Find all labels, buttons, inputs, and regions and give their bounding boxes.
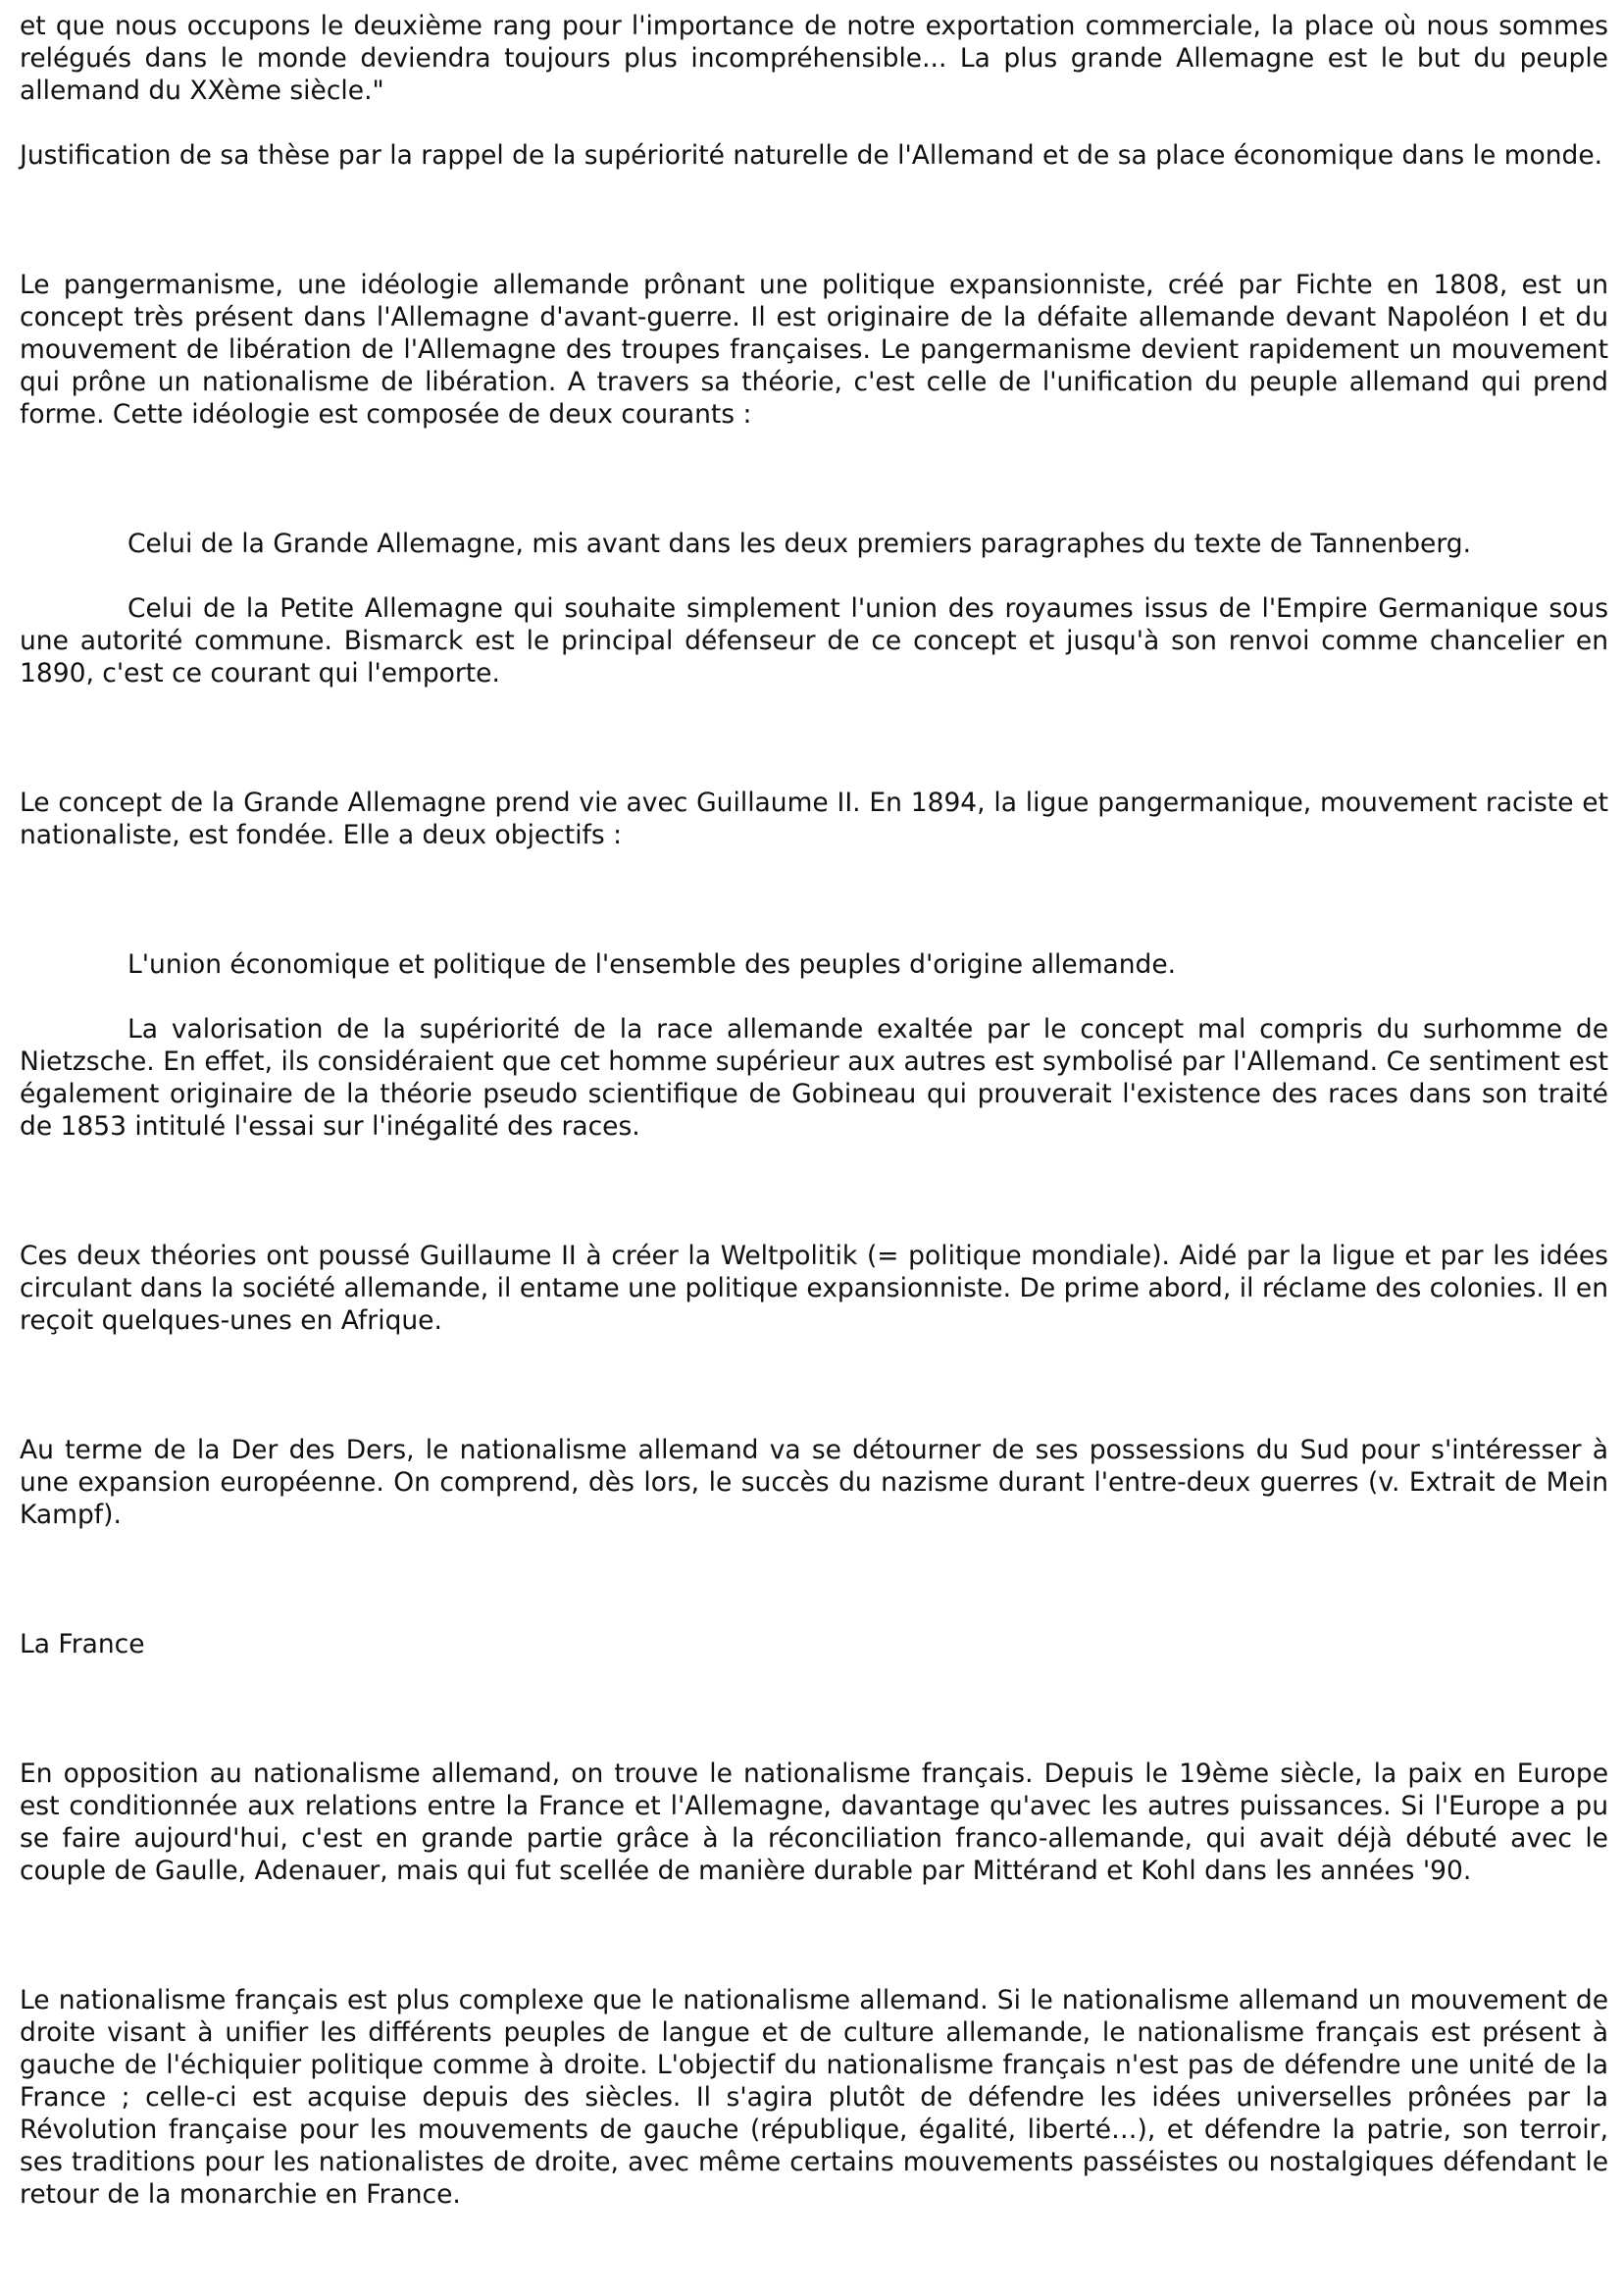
spacer bbox=[20, 172, 1608, 269]
quote-continuation-paragraph: et que nous occupons le deuxième rang pour l'importance de notre exportation commerciale, la place où nous sommes relégués dans le monde deviendra toujours plus incompréhensible... La plus grande Allemagne est le but du peuple allemand du XXème siècle." bbox=[20, 11, 1608, 106]
opposition-paragraph: En opposition au nationalisme allemand, on trouve le nationalisme français. Depuis le 19ème siècle, la paix en Europe est conditionnée aux relations entre la France et l'Allemagne, davantage qu'avec les autres puissances. Si l'Europe a pu se faire aujourd'hui, c'est en grande partie grâce à la réconciliation franco-allemande, qui avait déjà débuté avec le couple de Gaulle, Adenauer, mais qui fut scellée de manière durable par Mittérand et Kohl dans les années '90. bbox=[20, 1759, 1608, 1886]
valorisation-race-item: La valorisation de la supériorité de la race allemande exaltée par le concept mal compris du surhomme de Nietzsche. En effet, ils considéraient que cet homme supérieur aux autres est symbolisé par l'Allemand. Ce sentiment est également originaire de la théorie pseudo scientifique de Gobineau qui prouverait l'existence des races dans son traité de 1853 intitulé l'essai sur l'inégalité des races. bbox=[20, 1014, 1608, 1142]
spacer bbox=[20, 1531, 1608, 1628]
justification-paragraph: Justification de sa thèse par la rappel de la supériorité naturelle de l'Allemand et de sa place économique dans le monde. bbox=[20, 140, 1603, 171]
pangermanisme-paragraph: Le pangermanisme, une idéologie allemande prônant une politique expansionniste, créé par Fichte en 1808, est un concept très présent dans l'Allemagne d'avant-guerre. Il est originaire de la défaite allemande devant Napoléon I et du mouvement de libération de l'Allemagne des troupes françaises. Le pangermanisme devient rapidement un mouvement qui prône un nationalisme de libération. A travers sa théorie, c'est celle de l'unification du peuple allemand qui prend forme. Cette idéologie est composée de deux courants : bbox=[20, 270, 1608, 430]
weltpolitik-paragraph: Ces deux théories ont poussé Guillaume II à créer la Weltpolitik (= politique mondiale). Aidé par la ligue et par les idées circulant dans la société allemande, il entame une politique expansionniste. De prime abord, il réclame des colonies. Il en reçoit quelques-unes en Afrique. bbox=[20, 1241, 1608, 1336]
petite-allemagne-item: Celui de la Petite Allemagne qui souhaite simplement l'union des royaumes issus de l'Empire Germanique sous une autorité commune. Bismarck est le principal défenseur de ce concept et jusqu'à son renvoi comme chancelier en 1890, c'est ce courant qui l'emporte. bbox=[20, 593, 1608, 688]
spacer bbox=[20, 431, 1608, 528]
spacer bbox=[20, 689, 1608, 787]
guillaume-ii-paragraph: Le concept de la Grande Allemagne prend vie avec Guillaume II. En 1894, la ligue pangermanique, mouvement raciste et nationaliste, est fondée. Elle a deux objectifs : bbox=[20, 788, 1608, 850]
document-page bbox=[20, 10, 1608, 2211]
spacer bbox=[20, 851, 1608, 948]
spacer bbox=[20, 1337, 1608, 1434]
spacer bbox=[20, 1143, 1608, 1240]
spacer bbox=[20, 560, 1608, 592]
spacer bbox=[20, 107, 1608, 139]
section-heading-la-france: La France bbox=[20, 1629, 145, 1659]
nationalisme-francais-paragraph: Le nationalisme français est plus complexe que le nationalisme allemand. Si le nationalisme allemand un mouvement de droite visant à unifier les différents peuples de langue et de culture allemande, le nationalisme français est présent à gauche de l'échiquier politique comme à droite. L'objectif du nationalisme français n'est pas de défendre une unité de la France ; celle-ci est acquise depuis des siècles. Il s'agira plutôt de défendre les idées universelles prônées par la Révolution française pour les mouvements de gauche (république, égalité, liberté…), et défendre la patrie, son terroir, ses traditions pour les nationalistes de droite, avec même certains mouvements passéistes ou nostalgiques défendant le retour de la monarchie en France. bbox=[20, 1985, 1608, 2210]
union-economique-item: L'union économique et politique de l'ensemble des peuples d'origine allemande. bbox=[127, 949, 1177, 980]
spacer bbox=[20, 1660, 1608, 1758]
grande-allemagne-item: Celui de la Grande Allemagne, mis avant dans les deux premiers paragraphes du texte de Tannenberg. bbox=[127, 529, 1471, 559]
der-des-ders-paragraph: Au terme de la Der des Ders, le nationalisme allemand va se détourner de ses possessions du Sud pour s'intéresser à une expansion européenne. On comprend, dès lors, le succès du nazisme durant l'entre-deux guerres (v. Extrait de Mein Kampf). bbox=[20, 1435, 1608, 1530]
spacer bbox=[20, 1887, 1608, 1984]
spacer bbox=[20, 981, 1608, 1013]
